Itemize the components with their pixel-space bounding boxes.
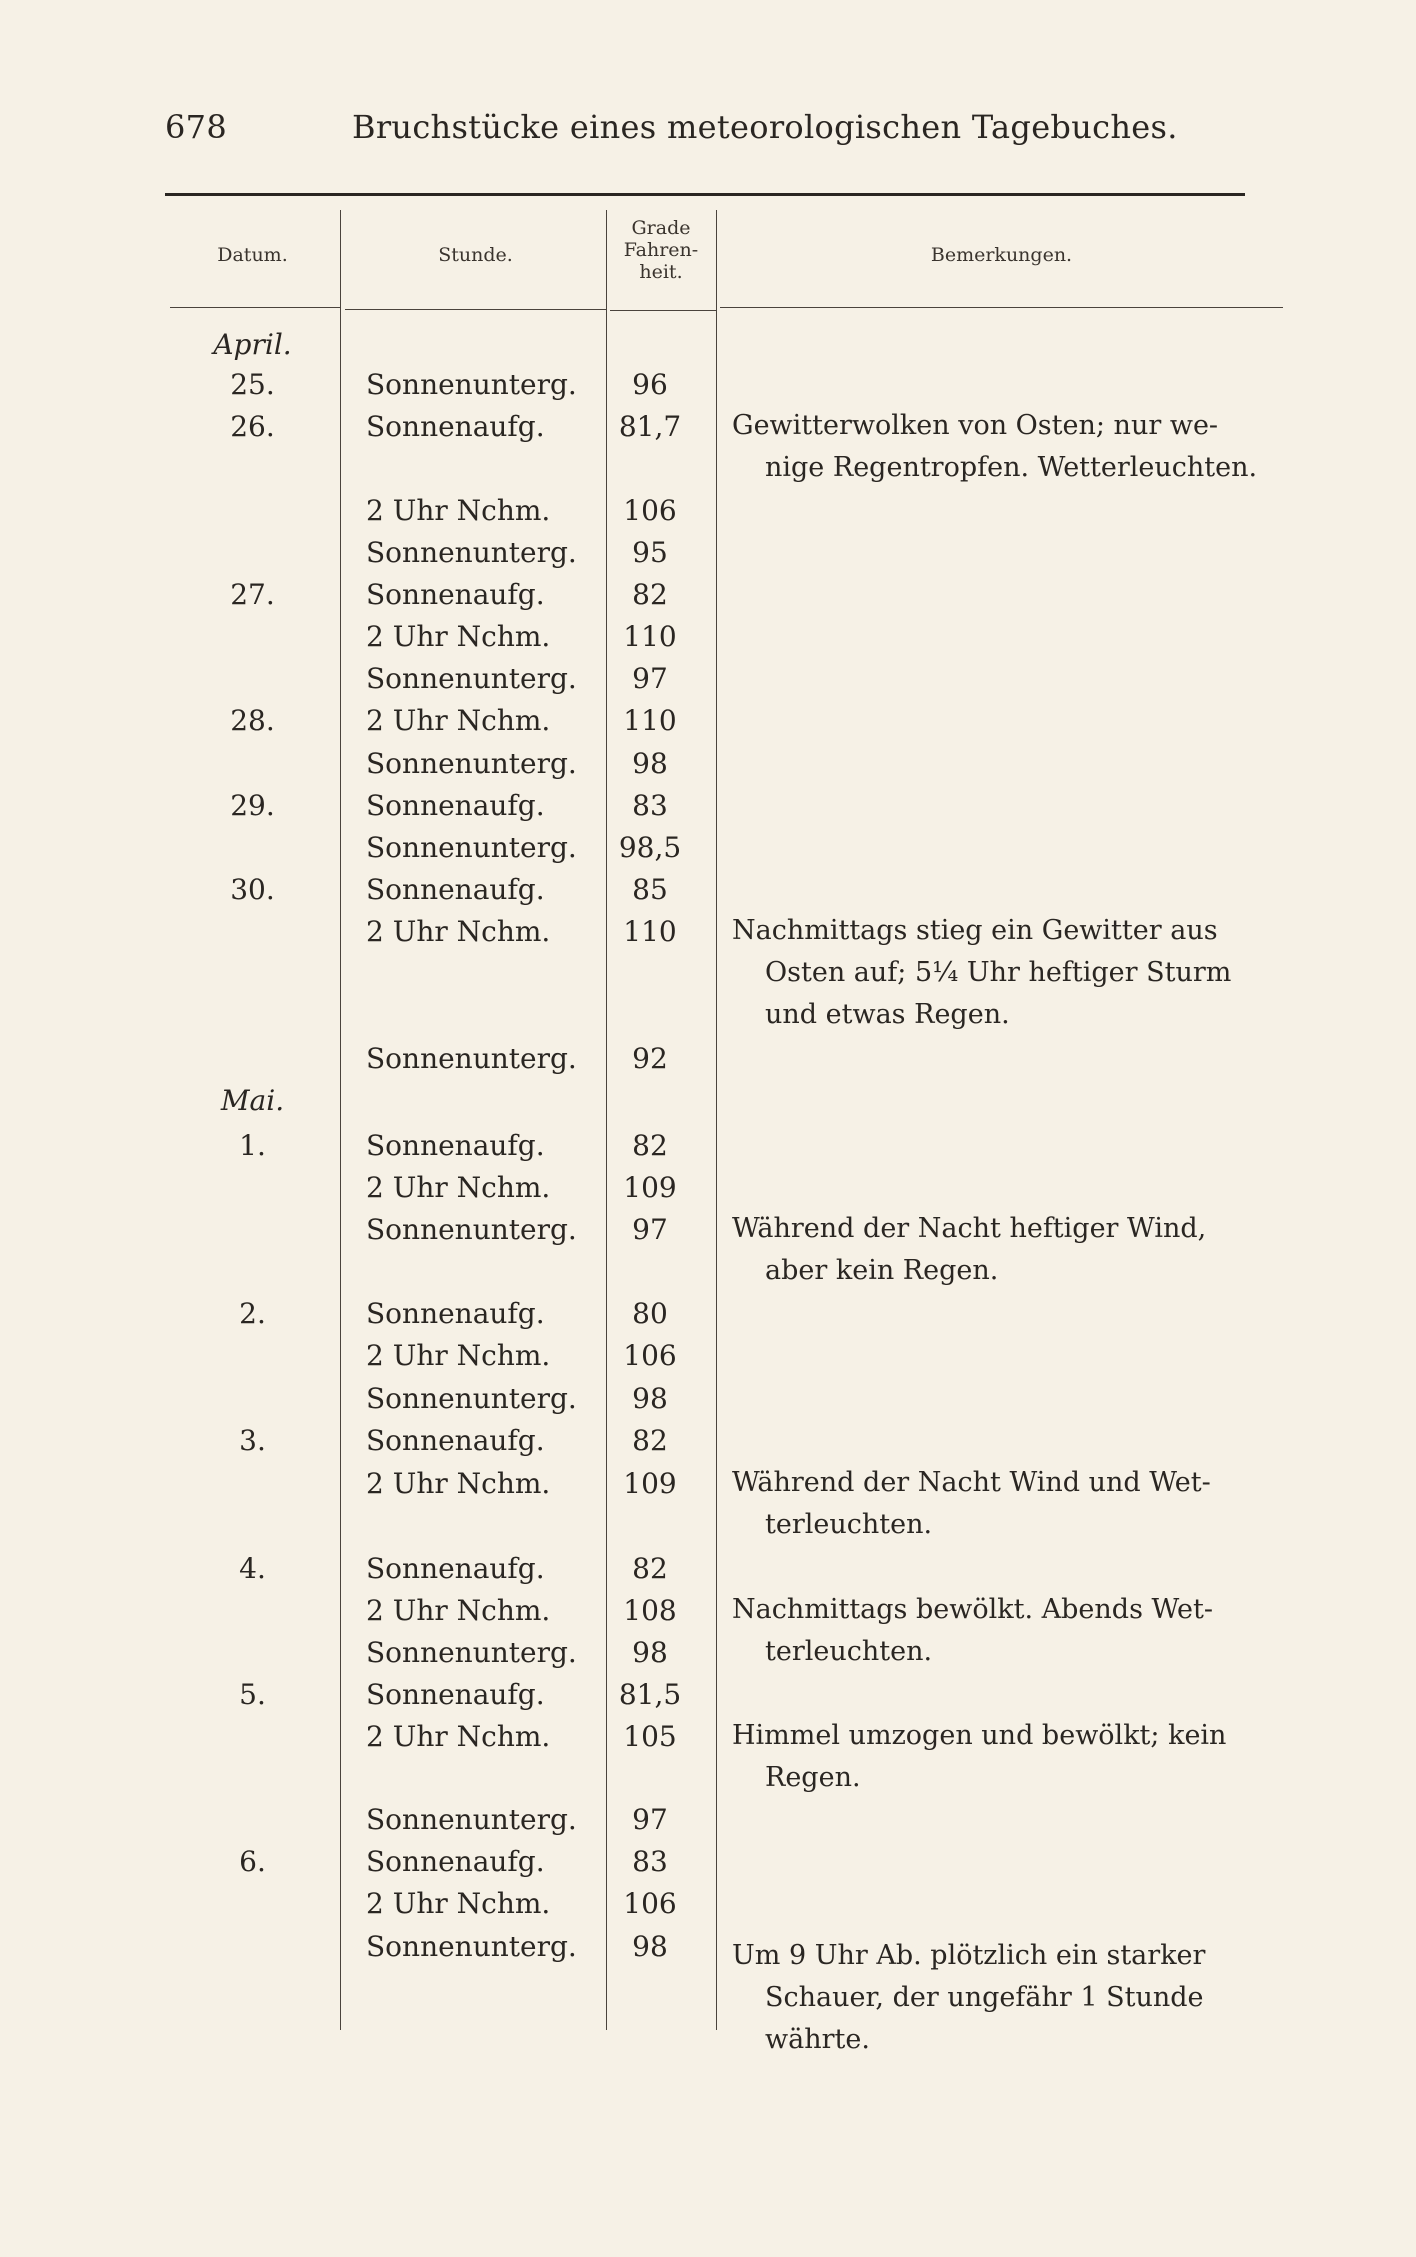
hour-cell: Sonnenaufg. (366, 789, 545, 822)
degree-cell: 95 (632, 536, 668, 569)
remark-line: aber kein Regen. (765, 1255, 999, 1286)
date-cell: 26. (230, 410, 275, 443)
remark (732, 1715, 1302, 1799)
degree-cell: 97 (632, 662, 668, 695)
hour-cell: Sonnenaufg. (366, 578, 545, 611)
hour-cell: Sonnenunterg. (366, 1213, 577, 1246)
remark-line: Osten auf; 5¼ Uhr heftiger Sturm (765, 957, 1232, 988)
hour-cell: Sonnenaufg. (366, 1678, 545, 1711)
hour-cell: Sonnenaufg. (366, 1552, 545, 1585)
remark-line: terleuchten. (765, 1509, 933, 1540)
hour-cell: Sonnenaufg. (366, 1297, 545, 1330)
degree-cell: 108 (623, 1594, 677, 1627)
hour-cell: Sonnenunterg. (366, 1382, 577, 1415)
hour-cell: 2 Uhr Nchm. (366, 620, 551, 653)
hour-cell: Sonnenunterg. (366, 536, 577, 569)
column-header-remarks: Bemerkungen. (930, 244, 1073, 266)
column-divider-date (340, 210, 341, 2030)
remark-line: Regen. (765, 1762, 861, 1793)
degree-cell: 83 (632, 789, 668, 822)
hour-cell: Sonnenaufg. (366, 1424, 545, 1457)
remark-line: währte. (765, 2024, 870, 2055)
column-header-hour: Stunde. (438, 244, 513, 266)
degree-cell: 85 (632, 873, 668, 906)
remark (732, 910, 1302, 1036)
degree-cell: 110 (623, 915, 677, 948)
remark (732, 1208, 1302, 1292)
hour-cell: Sonnenunterg. (366, 368, 577, 401)
date-cell: 1. (239, 1129, 266, 1162)
date-cell: 6. (239, 1845, 266, 1878)
date-cell: 3. (239, 1424, 266, 1457)
hour-cell: Sonnenunterg. (366, 1930, 577, 1963)
hour-cell: Sonnenunterg. (366, 747, 577, 780)
month-label-mai: Mai. (220, 1084, 285, 1117)
degrees-header-line: heit. (639, 261, 683, 283)
hour-cell: Sonnenaufg. (366, 873, 545, 906)
degree-cell: 105 (623, 1720, 677, 1753)
running-title: Bruchstücke eines meteorologischen Tagebuches. (352, 108, 1178, 146)
hour-cell: 2 Uhr Nchm. (366, 494, 551, 527)
date-cell: 5. (239, 1678, 266, 1711)
degree-cell: 80 (632, 1297, 668, 1330)
remark-line: Gewitterwolken von Osten; nur we- (732, 410, 1219, 441)
degree-cell: 109 (623, 1467, 677, 1500)
column-header-date: Datum. (217, 244, 288, 266)
hour-cell: 2 Uhr Nchm. (366, 1594, 551, 1627)
remark-line: terleuchten. (765, 1636, 933, 1667)
degree-cell: 97 (632, 1213, 668, 1246)
hour-cell: Sonnenaufg. (366, 1129, 545, 1162)
degree-cell: 97 (632, 1803, 668, 1836)
remark (732, 1935, 1302, 2061)
column-divider-hour (606, 210, 607, 2030)
degree-cell: 98 (632, 1636, 668, 1669)
hour-cell: Sonnenaufg. (366, 1845, 545, 1878)
date-cell: 25. (230, 368, 275, 401)
remark-line: Während der Nacht heftiger Wind, (732, 1213, 1207, 1244)
hour-cell: 2 Uhr Nchm. (366, 1171, 551, 1204)
degree-cell: 83 (632, 1845, 668, 1878)
hour-cell: 2 Uhr Nchm. (366, 1467, 551, 1500)
degree-cell: 106 (623, 1339, 677, 1372)
degree-cell: 96 (632, 368, 668, 401)
hour-cell: 2 Uhr Nchm. (366, 1887, 551, 1920)
date-cell: 2. (239, 1297, 266, 1330)
degree-cell: 82 (632, 1129, 668, 1162)
degree-cell: 106 (623, 494, 677, 527)
degree-cell: 82 (632, 578, 668, 611)
remark (732, 405, 1302, 489)
date-cell: 4. (239, 1552, 266, 1585)
date-cell: 29. (230, 789, 275, 822)
degree-cell: 98 (632, 1382, 668, 1415)
hour-cell: Sonnenaufg. (366, 410, 545, 443)
column-header-degrees (606, 217, 716, 283)
degree-cell: 81,5 (618, 1678, 682, 1711)
top-rule (165, 193, 1245, 196)
remark (732, 1462, 1302, 1546)
header-rule-remarks (720, 307, 1283, 308)
hour-cell: Sonnenunterg. (366, 831, 577, 864)
remark-line: Nachmittags stieg ein Gewitter aus (732, 915, 1218, 946)
degree-cell: 82 (632, 1552, 668, 1585)
date-cell: 27. (230, 578, 275, 611)
header-rule-date (170, 307, 340, 308)
degree-cell: 109 (623, 1171, 677, 1204)
degrees-header-line: Grade (631, 217, 691, 239)
month-label-april: April. (213, 328, 292, 361)
remark-line: nige Regentropfen. Wetterleuchten. (765, 452, 1258, 483)
remark-line: und etwas Regen. (765, 999, 1010, 1030)
degree-cell: 106 (623, 1887, 677, 1920)
column-divider-degrees (716, 210, 717, 2030)
degree-cell: 98 (632, 747, 668, 780)
hour-cell: 2 Uhr Nchm. (366, 915, 551, 948)
date-cell: 28. (230, 704, 275, 737)
degrees-header-line: Fahren- (623, 239, 699, 261)
degree-cell: 98,5 (618, 831, 682, 864)
hour-cell: Sonnenunterg. (366, 662, 577, 695)
remark (732, 1589, 1302, 1673)
hour-cell: 2 Uhr Nchm. (366, 704, 551, 737)
hour-cell: 2 Uhr Nchm. (366, 1720, 551, 1753)
hour-cell: Sonnenunterg. (366, 1636, 577, 1669)
header-rule-degrees (610, 310, 716, 311)
remark-line: Schauer, der ungefähr 1 Stunde (765, 1982, 1204, 2013)
degree-cell: 110 (623, 620, 677, 653)
remark-line: Nachmittags bewölkt. Abends Wet- (732, 1594, 1214, 1625)
degree-cell: 92 (632, 1042, 668, 1075)
degree-cell: 110 (623, 704, 677, 737)
page-number: 678 (165, 108, 227, 146)
hour-cell: Sonnenunterg. (366, 1803, 577, 1836)
degree-cell: 98 (632, 1930, 668, 1963)
remark-line: Himmel umzogen und bewölkt; kein (732, 1720, 1227, 1751)
degree-cell: 81,7 (618, 410, 682, 443)
date-cell: 30. (230, 873, 275, 906)
remark-line: Um 9 Uhr Ab. plötzlich ein starker (732, 1940, 1206, 1971)
hour-cell: 2 Uhr Nchm. (366, 1339, 551, 1372)
hour-cell: Sonnenunterg. (366, 1042, 577, 1075)
header-rule-hour (345, 309, 606, 310)
remark-line: Während der Nacht Wind und Wet- (732, 1467, 1211, 1498)
degree-cell: 82 (632, 1424, 668, 1457)
